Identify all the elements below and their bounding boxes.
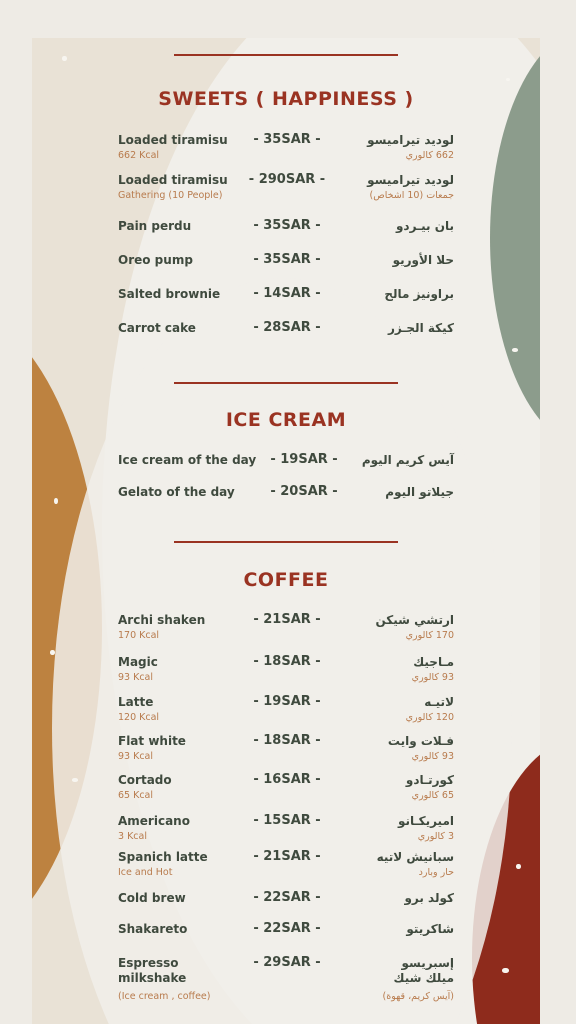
item-subtitle-en: 93 Kcal: [118, 672, 154, 683]
item-name-ar: مـاجيك: [413, 655, 454, 669]
item-name-ar: اميريكـانو: [397, 814, 454, 828]
item-name-en: Pain perdu: [118, 219, 192, 233]
item-subtitle-ar: 662 كالوري: [405, 150, 454, 161]
item-name-en: Cortado: [118, 773, 172, 787]
item-name-ar: كورتـادو: [405, 773, 454, 787]
item-name-en: Espresso milkshake: [118, 956, 187, 985]
item-subtitle-en: (Ice cream , coffee): [118, 991, 211, 1002]
item-price: - 16SAR -: [253, 772, 321, 787]
item-name-en: Spanich latte: [118, 850, 208, 864]
item-price: - 18SAR -: [253, 654, 321, 669]
section-divider: [174, 382, 398, 384]
item-name-en: Loaded tiramisu: [118, 173, 228, 187]
item-subtitle-en: Ice and Hot: [118, 867, 173, 878]
item-name-ar: كولد برو: [404, 891, 454, 905]
item-price: - 18SAR -: [253, 733, 321, 748]
item-subtitle-en: 93 Kcal: [118, 751, 154, 762]
item-name-ar: لوديد تيراميسو: [367, 173, 454, 187]
item-subtitle-ar: 93 كالوري: [411, 672, 454, 683]
item-name-en: Americano: [118, 814, 190, 828]
item-name-ar: حلا الأوريو: [392, 253, 454, 267]
item-subtitle-en: 170 Kcal: [118, 630, 160, 641]
item-price: - 35SAR -: [253, 218, 321, 233]
item-name-ar: ارتشي شيكن: [375, 613, 454, 627]
menu-page: [32, 38, 540, 1024]
item-price: - 14SAR -: [253, 286, 321, 301]
item-subtitle-ar: 120 كالوري: [405, 712, 454, 723]
item-name-ar: لوديد تيراميسو: [367, 133, 454, 147]
item-price: - 19SAR -: [253, 694, 321, 709]
item-name-ar: فـلات وايت: [387, 734, 454, 748]
item-name-en: Gelato of the day: [118, 485, 235, 499]
item-subtitle-ar: 93 كالوري: [411, 751, 454, 762]
item-price: - 290SAR -: [248, 172, 326, 187]
item-name-en: Latte: [118, 695, 154, 709]
item-name-en: Ice cream of the day: [118, 453, 257, 467]
menu-content: [32, 38, 540, 1024]
item-price: - 35SAR -: [253, 132, 321, 147]
item-name-ar: شاكريتو: [406, 922, 454, 936]
section-title: SWEETS ( HAPPINESS ): [158, 88, 414, 110]
item-name-ar: بان بيـردو: [395, 219, 454, 233]
item-name-ar: كيكة الجـزر: [387, 321, 454, 335]
item-name-ar: إسبريسو ميلك شيك: [393, 956, 454, 985]
item-name-en: Salted brownie: [118, 287, 221, 301]
item-name-ar: آيس كريم اليوم: [361, 453, 454, 467]
item-subtitle-ar: 170 كالوري: [405, 630, 454, 641]
item-name-en: Flat white: [118, 734, 186, 748]
item-subtitle-en: 120 Kcal: [118, 712, 160, 723]
item-name-en: Magic: [118, 655, 158, 669]
item-subtitle-ar: جمعات (10 اشخاص): [369, 190, 454, 201]
item-price: - 28SAR -: [253, 320, 321, 335]
item-price: - 21SAR -: [253, 849, 321, 864]
item-price: - 19SAR -: [270, 452, 338, 467]
item-name-en: Carrot cake: [118, 321, 196, 335]
item-name-ar: لاتيـه: [424, 695, 454, 709]
section-title: ICE CREAM: [225, 409, 347, 431]
item-name-ar: سبانيش لاتيه: [376, 850, 454, 864]
item-name-ar: براونيز مالح: [384, 287, 454, 301]
item-price: - 22SAR -: [253, 921, 321, 936]
item-name-en: Archi shaken: [118, 613, 206, 627]
item-subtitle-en: 65 Kcal: [118, 790, 154, 801]
section-divider: [174, 541, 398, 543]
item-price: - 35SAR -: [253, 252, 321, 267]
item-name-en: Shakareto: [118, 922, 188, 936]
item-subtitle-en: 3 Kcal: [118, 831, 147, 842]
item-name-en: Cold brew: [118, 891, 186, 905]
section-divider: [174, 54, 398, 56]
section-title: COFFEE: [243, 569, 329, 591]
item-price: - 15SAR -: [253, 813, 321, 828]
item-subtitle-en: 662 Kcal: [118, 150, 160, 161]
item-price: - 20SAR -: [270, 484, 338, 499]
item-subtitle-ar: حار وبارد: [418, 867, 454, 878]
item-subtitle-en: Gathering (10 People): [118, 190, 223, 201]
item-price: - 22SAR -: [253, 890, 321, 905]
item-name-en: Loaded tiramisu: [118, 133, 228, 147]
item-subtitle-ar: 65 كالوري: [411, 790, 454, 801]
item-name-ar: جيلاتو اليوم: [385, 485, 454, 499]
item-subtitle-ar: (آيس كريم، قهوة): [382, 991, 454, 1002]
item-price: - 29SAR -: [253, 955, 321, 970]
item-price: - 21SAR -: [253, 612, 321, 627]
item-subtitle-ar: 3 كالوري: [417, 831, 454, 842]
item-name-en: Oreo pump: [118, 253, 193, 267]
